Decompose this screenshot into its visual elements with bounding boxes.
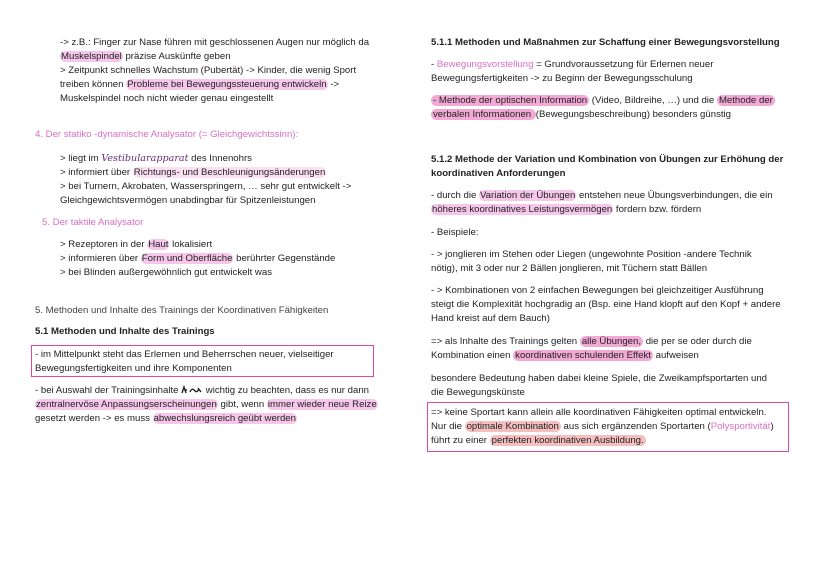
text: - bbox=[431, 59, 437, 70]
text: > liegt im bbox=[60, 153, 102, 164]
text: koordinativen Anforderungen bbox=[431, 168, 566, 179]
text-line bbox=[60, 64, 356, 78]
text: aufweisen bbox=[652, 350, 699, 361]
text: aus sich ergänzenden Sportarten ( bbox=[560, 421, 711, 432]
text: - > jonglieren im Stehen oder Liegen (ungewohnte Position -andere Technik bbox=[431, 249, 752, 260]
text-line bbox=[431, 72, 693, 86]
highlight: immer wieder neue Reize bbox=[267, 399, 377, 410]
highlight: koordinativen schulenden Effekt bbox=[515, 350, 651, 361]
text-line bbox=[60, 50, 231, 64]
text-line bbox=[60, 194, 315, 208]
highlight: Methode der bbox=[718, 95, 773, 106]
text-line bbox=[431, 108, 731, 122]
section-heading-5 bbox=[35, 304, 328, 318]
text: 4. Der statiko -dynamische Analysator (= Gleichgewichtssinn): bbox=[35, 129, 299, 140]
text: führt zu einer bbox=[431, 435, 490, 446]
text: steigt die Komplexität hochgradig an (Bsp. eine Hand klopft auf den Kopf + andere bbox=[431, 299, 781, 310]
text: besondere Bedeutung haben dabei kleine Spiele, die Zweikampfsportarten und bbox=[431, 373, 768, 384]
highlight: verbalen Informationen bbox=[433, 109, 534, 120]
text-line bbox=[431, 312, 550, 326]
heading-taktile bbox=[42, 216, 143, 230]
text-line bbox=[60, 252, 335, 266]
highlight: Richtungs- und Beschleunigungsänderungen bbox=[133, 167, 326, 178]
text: (Bewegungsbeschreibung) besonders günstig bbox=[535, 109, 731, 120]
text-line bbox=[431, 298, 781, 312]
highlight: Variation der Übungen bbox=[480, 190, 576, 201]
text: fordern bzw. fördern bbox=[613, 204, 702, 215]
text: 5.1 Methoden und Inhalte des Trainings bbox=[35, 326, 215, 337]
heading-statiko bbox=[35, 128, 298, 142]
text: => keine Sportart kann allein alle koordinativen Fähigkeiten optimal entwickeln. bbox=[431, 407, 767, 418]
text-line bbox=[431, 284, 764, 298]
handwritten-mark-icon bbox=[181, 385, 203, 395]
text: entstehen neue Übungsverbindungen, die ein bbox=[576, 190, 773, 201]
text: > bei Blinden außergewöhnlich gut entwickelt was bbox=[60, 267, 272, 278]
text: Hand kreist auf dem Bauch) bbox=[431, 313, 550, 324]
text: Muskelspindel noch nicht wieder genau eingestellt bbox=[60, 93, 274, 104]
text-line bbox=[60, 152, 252, 166]
text-line bbox=[431, 248, 752, 262]
text-line bbox=[431, 94, 775, 108]
text: > bei Turnern, Akrobaten, Wasserspringern, … sehr gut entwickelt -> bbox=[60, 181, 352, 192]
handwriting: Vestibularapparat bbox=[101, 153, 189, 164]
text: - bei Auswahl der Trainingsinhalte bbox=[35, 385, 182, 396]
text: > Zeitpunkt schnelles Wachstum (Pubertät) -> Kinder, die wenig Sport bbox=[60, 65, 357, 76]
highlight: Muskelspindel bbox=[61, 51, 122, 62]
text: Bewegungsfertigkeiten -> zu Beginn der Bewegungsschulung bbox=[431, 73, 693, 84]
section-heading-5-1 bbox=[35, 325, 215, 339]
text: > informiert über bbox=[60, 167, 133, 178]
highlight: alle Übungen, bbox=[581, 336, 642, 347]
text: -> bbox=[327, 79, 340, 90]
text-line bbox=[431, 262, 707, 276]
text: 5.1.1 Methoden und Maßnahmen zur Schaffung einer Bewegungsvorstellung bbox=[431, 37, 780, 48]
text-line bbox=[35, 362, 232, 376]
text: präzise Auskünfte geben bbox=[122, 51, 231, 62]
text-line bbox=[60, 36, 369, 50]
highlight: perfekten koordinativen Ausbildung. bbox=[491, 435, 644, 446]
text-line bbox=[431, 58, 713, 72]
text: - durch die bbox=[431, 190, 479, 201]
text: ) bbox=[770, 421, 774, 432]
text: (Video, Bildreihe, …) und die bbox=[589, 95, 717, 106]
text: Kombination einen bbox=[431, 350, 514, 361]
text-line bbox=[431, 189, 773, 203]
text: 5.1.2 Methode der Variation und Kombination von Übungen zur Erhöhung der bbox=[431, 154, 784, 165]
text-line bbox=[431, 226, 478, 240]
highlight: Probleme bei Bewegungssteuerung entwickeln bbox=[127, 79, 327, 90]
text-line bbox=[35, 398, 378, 412]
text-line bbox=[431, 386, 525, 400]
heading-5-1-2-cont bbox=[431, 167, 566, 181]
text: gibt, wenn bbox=[217, 399, 267, 410]
text-line bbox=[431, 335, 752, 349]
heading-5-1-1 bbox=[431, 36, 780, 50]
text: => als Inhalte des Trainings gelten bbox=[431, 336, 580, 347]
text: nötig), mit 3 oder nur 2 Bällen jonglieren, mit Tüchern statt Bällen bbox=[431, 263, 708, 274]
text-line bbox=[60, 238, 212, 252]
highlight: höheres koordinatives Leistungsvermögen bbox=[432, 204, 613, 215]
text: die Bewegungskünste bbox=[431, 387, 525, 398]
highlight: abwechslungsreich geübt werden bbox=[153, 413, 296, 424]
text: 5. Der taktile Analysator bbox=[42, 217, 144, 228]
text: Nur die bbox=[431, 421, 465, 432]
highlight: - Methode der optischen Information bbox=[433, 95, 588, 106]
text: - im Mittelpunkt steht das Erlernen und Beherrschen neuer, vielseitiger bbox=[35, 349, 334, 360]
text-line bbox=[431, 372, 767, 386]
text-line bbox=[431, 434, 646, 448]
text: -> z.B.: Finger zur Nase führen mit geschlossenen Augen nur möglich da bbox=[60, 37, 370, 48]
text: 5. Methoden und Inhalte des Trainings der Koordinativen Fähigkeiten bbox=[35, 305, 329, 316]
text: gesetzt werden -> es muss bbox=[35, 413, 153, 424]
text-line bbox=[60, 166, 326, 180]
text: = Grundvoraussetzung für Erlernen neuer bbox=[533, 59, 714, 70]
text: die per se oder durch die bbox=[643, 336, 752, 347]
text: des Innenohrs bbox=[188, 153, 252, 164]
text: - Beispiele: bbox=[431, 227, 479, 238]
text: lokalisiert bbox=[169, 239, 213, 250]
highlight: Form und Oberfläche bbox=[141, 253, 233, 264]
text: > Rezeptoren in der bbox=[60, 239, 148, 250]
text: wichtig zu beachten, dass es nur dann bbox=[203, 385, 369, 396]
text-line bbox=[60, 92, 273, 106]
text: berührter Gegenstände bbox=[233, 253, 336, 264]
text-line bbox=[431, 349, 699, 363]
text: - > Kombinationen von 2 einfachen Bewegungen bei gleichzeitiger Ausführung bbox=[431, 285, 764, 296]
heading-5-1-2 bbox=[431, 153, 783, 167]
text-line bbox=[60, 78, 339, 92]
text-line bbox=[60, 180, 351, 194]
text-line bbox=[431, 406, 766, 420]
text: Bewegungsfertigkeiten und ihre Komponenten bbox=[35, 363, 232, 374]
text-line bbox=[60, 266, 272, 280]
highlight: Haut bbox=[148, 239, 169, 250]
text: treiben können bbox=[60, 79, 127, 90]
text: > informieren über bbox=[60, 253, 141, 264]
pink-text: Bewegungsvorstellung bbox=[436, 59, 534, 70]
text-line bbox=[35, 348, 334, 362]
text-line bbox=[35, 412, 297, 426]
pink-text: Polysportivität bbox=[710, 421, 771, 432]
text-line bbox=[35, 384, 369, 398]
highlight: zentralnervöse Anpassungserscheinungen bbox=[36, 399, 217, 410]
text-line bbox=[431, 420, 774, 434]
text-line bbox=[431, 203, 701, 217]
highlight: optimale Kombination bbox=[466, 421, 559, 432]
text: Gleichgewichtsvermögen unabdingbar für Spitzenleistungen bbox=[60, 195, 316, 206]
